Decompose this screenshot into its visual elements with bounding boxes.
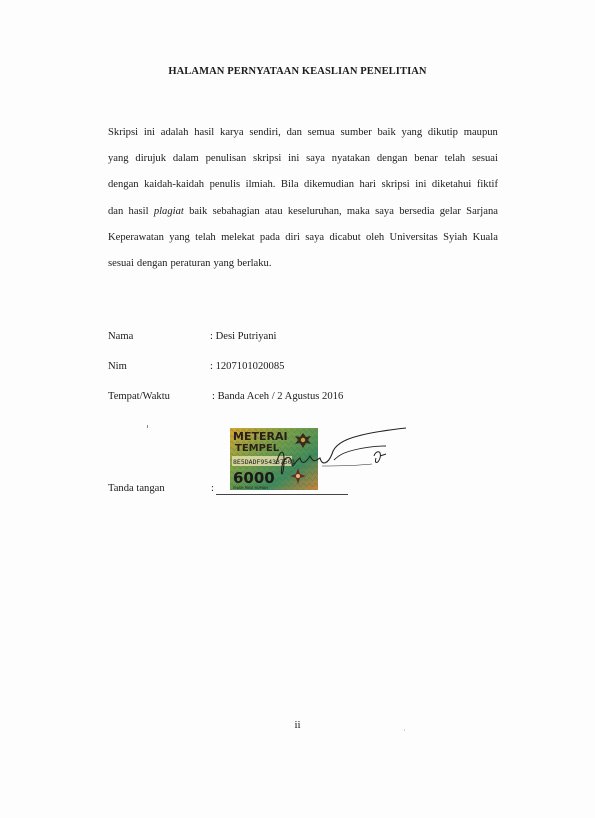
paragraph-line-2 — [108, 153, 498, 164]
paragraph-word: dan — [286, 127, 302, 138]
paragraph-word: adalah — [160, 127, 189, 138]
paragraph-word: Skripsi — [108, 127, 139, 138]
paragraph-word: pada — [259, 232, 280, 243]
stamp-amount: 6000 — [233, 469, 275, 487]
paragraph-word: dengan — [136, 258, 168, 269]
paragraph-word: hasil — [128, 206, 149, 217]
paragraph-line-5 — [108, 232, 498, 243]
paragraph-word: melekat — [221, 232, 255, 243]
paragraph-word: maka — [346, 206, 370, 217]
paragraph-word: telah — [195, 232, 216, 243]
paragraph-word: ini — [415, 179, 427, 190]
paragraph-word: ini — [143, 127, 155, 138]
tempat-waktu-label: Tempat/Waktu — [108, 391, 170, 402]
paragraph-word: dengan — [376, 153, 408, 164]
nim-value: : 1207101020085 — [210, 361, 285, 372]
paragraph-word: sumber — [340, 127, 372, 138]
paragraph-word: Syiah — [443, 232, 468, 243]
paragraph-word: oleh — [365, 232, 385, 243]
paragraph-word: yang — [213, 258, 235, 269]
paragraph-word: baik — [189, 206, 208, 217]
paragraph-word: sesuai — [472, 153, 498, 164]
paragraph-word: Universitas — [389, 232, 438, 243]
paragraph-line-6 — [108, 258, 498, 269]
stamp-line2: TEMPEL — [235, 443, 280, 454]
page-title: HALAMAN PERNYATAAN KEASLIAN PENELITIAN — [168, 66, 427, 77]
paragraph-word: yang — [108, 153, 129, 164]
paragraph-word: fiktif — [476, 179, 498, 190]
nim-label: Nim — [108, 361, 127, 372]
paragraph-word: dikutip — [427, 127, 458, 138]
paragraph-word: dirujuk — [135, 153, 167, 164]
paragraph-word: ini — [288, 153, 300, 164]
paragraph-word: kaidah-kaidah — [144, 179, 205, 190]
paragraph-line-1 — [108, 127, 498, 138]
paragraph-word: Sarjana — [466, 206, 498, 217]
paragraph-word: dan — [108, 206, 124, 217]
tempat-waktu-value: : Banda Aceh / 2 Agustus 2016 — [212, 391, 344, 402]
tanda-tangan-colon: : — [211, 483, 214, 494]
paragraph-word: dicabut — [329, 232, 361, 243]
paragraph-word: saya — [375, 206, 394, 217]
paragraph-word: sesuai — [108, 258, 134, 269]
paragraph-word: skripsi — [381, 179, 410, 190]
paragraph-word: bersedia — [399, 206, 435, 217]
paragraph-word: diketahui — [431, 179, 472, 190]
paragraph-word: baik — [377, 127, 396, 138]
paragraph-word: skripsi — [253, 153, 282, 164]
paragraph-word: telah — [444, 153, 466, 164]
paragraph-word: Bila — [280, 179, 299, 190]
paragraph-word: sendiri, — [249, 127, 281, 138]
paragraph-word: penulisan — [205, 153, 247, 164]
stamp-small: ENAM RIBU RUPIAH — [233, 486, 268, 490]
paragraph-word: yang — [401, 127, 423, 138]
paragraph-word: keseluruhan, — [287, 206, 342, 217]
paragraph-word: dengan — [108, 179, 139, 190]
paragraph-word: Keperawatan — [108, 232, 164, 243]
paragraph-word: gelar — [439, 206, 461, 217]
paragraph-word: ilmiah. — [245, 179, 276, 190]
paragraph-word: saya — [305, 232, 325, 243]
paragraph-word: berlaku. — [237, 258, 272, 269]
paragraph-word: dikemudian — [304, 179, 355, 190]
paragraph-word: atau — [264, 206, 283, 217]
paragraph-word: sebahagian — [212, 206, 260, 217]
paragraph-word: benar — [414, 153, 438, 164]
nama-label: Nama — [108, 331, 134, 342]
nama-value: : Desi Putriyani — [210, 331, 277, 342]
paragraph-word: hari — [359, 179, 376, 190]
paragraph-word: penulis — [209, 179, 241, 190]
signature-line — [216, 494, 348, 495]
page-number: ii — [294, 719, 301, 731]
paragraph-word: yang — [169, 232, 190, 243]
paragraph-word: diri — [285, 232, 300, 243]
paragraph-word: maupun — [463, 127, 498, 138]
paragraph-word: hasil — [194, 127, 215, 138]
paragraph-word: peraturan — [170, 258, 211, 269]
paragraph-word: dalam — [172, 153, 199, 164]
paragraph-word: semua — [307, 127, 335, 138]
paragraph-word: saya — [306, 153, 325, 164]
tanda-tangan-label: Tanda tangan — [108, 483, 165, 494]
paragraph-word: plagiat — [153, 206, 184, 217]
stamp-line1: METERAI — [233, 430, 288, 443]
paragraph-word: Kuala — [472, 232, 498, 243]
scan-speck: · — [403, 726, 406, 735]
paragraph-line-3 — [108, 179, 498, 190]
handwritten-signature — [262, 420, 412, 500]
paragraph-word: nyatakan — [331, 153, 371, 164]
scan-mark — [147, 425, 148, 428]
stamp-serial: 8E5DADF954337501 — [233, 458, 296, 466]
paragraph-line-4 — [108, 206, 498, 217]
paragraph-word: karya — [220, 127, 244, 138]
